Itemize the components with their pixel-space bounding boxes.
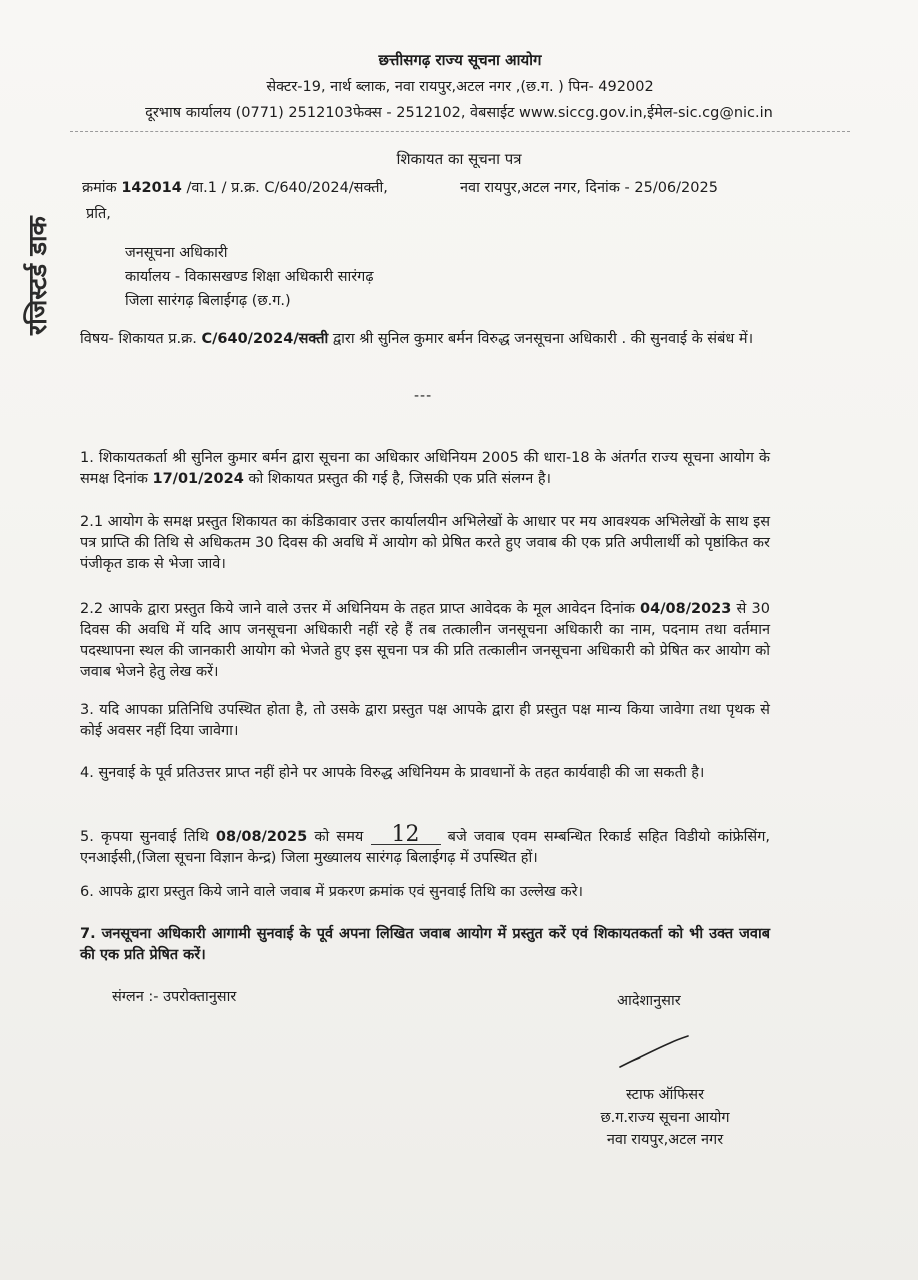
paragraph-3: 3. यदि आपका प्रतिनिधि उपस्थित होता है, तो उसके द्वारा प्रस्तुत पक्ष आपके द्वारा ही प्रस्तुत पक्ष मान्य किया जावेगा तथा पृथक से कोई अवसर नहीं दिया जावेगा।	[80, 702, 770, 739]
paragraph-2-1: 2.1 आयोग के समक्ष प्रस्तुत शिकायत का कंडिकावार उत्तर कार्यालयीन अभिलेखों के आधार पर मय आवश्यक अभिलेखों के साथ इस पत्र प्राप्ति की तिथि से अधिकतम 30 दिवस की अवधि में आयोग को प्रेषित करते हुए जवाब की एक प्रति अपीलार्थी को पृष्ठांकित कर पंजीकृत डाक से भेजा जावे।	[80, 514, 770, 572]
paragraph-5: 5. कृपया सुनवाई तिथि 08/08/2025 को समय 12 बजे जवाब एवम सम्बन्धित रिकार्ड सहित विडीयो कांफ्रेसिंग, एनआईसी,(जिला सूचना विज्ञान केन्द्र) जिला मुख्यालय सारंगढ़ बिलाईगढ़ में उपस्थित हों।	[80, 822, 771, 866]
paragraph-2-2: 2.2 आपके द्वारा प्रस्तुत किये जाने वाले उत्तर में अधिनियम के तहत प्राप्त आवेदक के मूल आवेदन दिनांक 04/08/2023 से 30 दिवस की अवधि में यदि आप जनसूचना अधिकारी नहीं रहे हैं तब तत्कालीन जनसूचना अधिकारी का नाम, पदनाम तथा वर्तमान पदस्थापना स्थल की जानकारी आयोग को भेजते हुए इस सूचना पत्र की प्रति तत्कालीन जनसूचना अधिकारी को प्रेषित कर आयोग को जवाब भेजने हेतु लेख करें।	[80, 601, 770, 680]
issue-date: नवा रायपुर,अटल नगर, दिनांक - 25/06/2025	[460, 180, 718, 196]
org-name: छत्तीसगढ़ राज्य सूचना आयोग	[378, 51, 542, 69]
reference-number: क्रमांक 142014 /वा.1 / प्र.क्र. C/640/2024/सक्ती,	[82, 180, 388, 196]
signatory-designation: स्टाफ ऑफिसर	[626, 1087, 704, 1103]
signatory-organization: छ.ग.राज्य सूचना आयोग	[600, 1110, 730, 1126]
paragraph-6: 6. आपके द्वारा प्रस्तुत किये जाने वाले जवाब में प्रकरण क्रमांक एवं सुनवाई तिथि का उल्लेख करे।	[80, 884, 584, 900]
recipient-district: जिला सारंगढ़ बिलाईगढ़ (छ.ग.)	[125, 293, 291, 309]
header-divider	[70, 131, 850, 132]
paragraph-1: 1. शिकायतकर्ता श्री सुनिल कुमार बर्मन द्वारा सूचना का अधिकार अधिनियम 2005 की धारा-18 के अंतर्गत राज्य सूचना आयोग के समक्ष दिनांक 17/01/2024 को शिकायत प्रस्तुत की गई है, जिसकी एक प्रति संलग्न है।	[80, 450, 770, 487]
recipient-office: कार्यालय - विकासखण्ड शिक्षा अधिकारी सारंगढ़	[125, 269, 374, 285]
to-label: प्रति,	[86, 206, 111, 222]
subject-line: विषय- शिकायत प्र.क्र. C/640/2024/सक्ती द्वारा श्री सुनिल कुमार बर्मन विरुद्ध जनसूचना अधिकारी . की सुनवाई के संबंध में।	[80, 331, 754, 347]
org-contact: दूरभाष कार्यालय (0771) 2512103फेक्स - 2512102, वेबसाईट www.siccg.gov.in,ईमेल-sic.cg@nic.in	[145, 105, 773, 121]
registered-post-stamp	[6, 175, 64, 340]
org-address: सेक्टर-19, नार्थ ब्लाक, नवा रायपुर,अटल नगर ,(छ.ग. ) पिन- 492002	[266, 79, 654, 95]
separator: ---	[414, 388, 433, 404]
paragraph-7: 7. जनसूचना अधिकारी आगामी सुनवाई के पूर्व अपना लिखित जवाब आयोग में प्रस्तुत करें एवं शिकायतकर्ता को भी उक्त जवाब की एक प्रति प्रेषित करें।	[80, 926, 770, 963]
notice-title: शिकायत का सूचना पत्र	[396, 150, 522, 168]
signatory-location: नवा रायपुर,अटल नगर	[606, 1132, 724, 1148]
enclosure-note: संग्लन :- उपरोक्तानुसार	[112, 989, 237, 1005]
signature	[618, 1033, 690, 1071]
registered-post-stamp-text: रजिस्टर्ड डाक	[23, 216, 52, 335]
paragraph-4: 4. सुनवाई के पूर्व प्रतिउत्तर प्राप्त नहीं होने पर आपके विरुद्ध अधिनियम के प्रावधानों के तहत कार्यवाही की जा सकती है।	[80, 765, 705, 781]
by-order: आदेशानुसार	[617, 993, 681, 1009]
hearing-time-handwritten: 12	[371, 826, 441, 845]
recipient-title: जनसूचना अधिकारी	[125, 245, 228, 261]
